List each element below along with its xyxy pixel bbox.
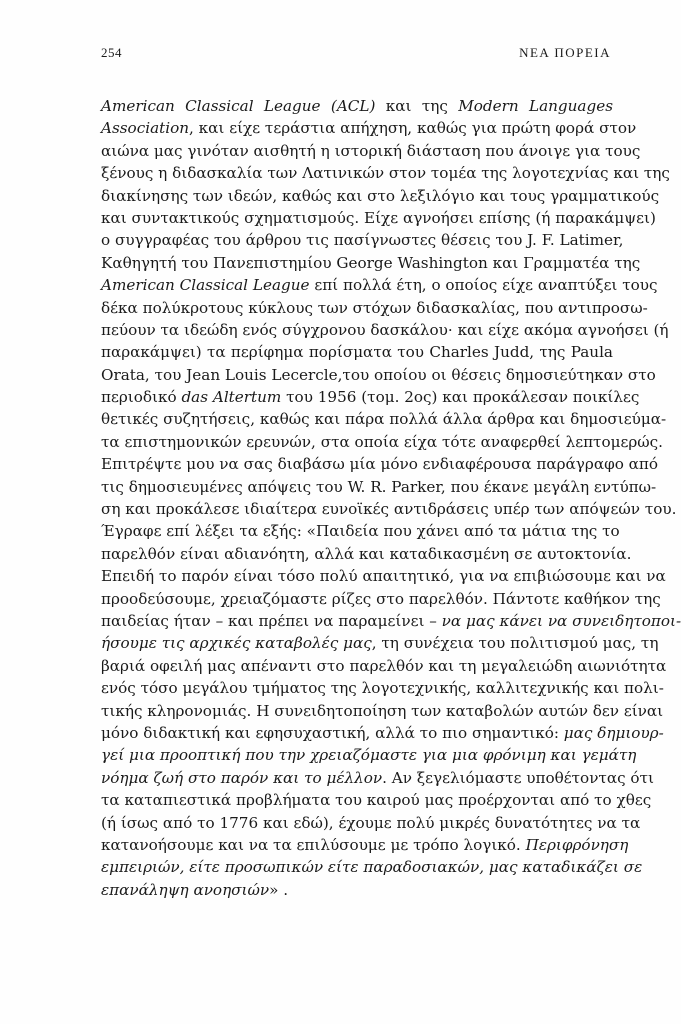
text-segment: διακίνησης των ιδεών, καθώς και στο λεξιλόγιο και τους γραμματικούς — [101, 186, 660, 205]
text-line — [101, 476, 657, 498]
text-line — [101, 162, 670, 184]
text-segment: ο συγγραφέας του άρθρου τις πασίγνωστες θέσεις του J. F. Latimer, — [101, 231, 624, 250]
text-line — [101, 341, 613, 363]
text-line — [101, 588, 661, 610]
italic-text-segment: γεί μια προοπτική που την χρειαζόμαστε για μια φρόνιμη και γεμάτη — [101, 746, 637, 765]
text-segment: (ή ίσως από το 1776 και εδώ), έχουμε πολύ μικρές δυνατότητες να τα — [101, 813, 641, 832]
text-segment: ξένους η διδασκαλία των Λατινικών στον τομέα της λογοτεχνίας και της — [101, 164, 670, 183]
text-line — [101, 498, 677, 520]
text-segment: παρακάμψει) τα περίφημα πορίσματα του Charles Judd, της Paula — [101, 343, 613, 362]
text-segment: και συντακτικούς σχηματισμούς. Είχε αγνοήσει επίσης (ή παρακάμψει) — [101, 208, 656, 227]
text-line — [101, 767, 654, 789]
text-segment: Έγραφε επί λέξει τα εξής: «Παιδεία που χάνει από τα μάτια της το — [101, 522, 620, 541]
italic-text-segment: American Classical League — [101, 276, 310, 295]
italic-text-segment: Association — [101, 119, 190, 138]
text-segment: . Αν ξεγελιόμαστε υποθέτοντας ότι — [382, 768, 654, 787]
text-line — [101, 543, 632, 565]
text-line — [101, 185, 660, 207]
text-line — [101, 610, 681, 632]
text-line — [101, 207, 656, 229]
text-segment: βαριά οφειλή μας απέναντι στο παρελθόν και τη μεγαλειώδη αιωνιότητα — [101, 656, 667, 675]
text-line — [101, 297, 648, 319]
text-line — [101, 677, 664, 699]
text-line — [101, 95, 613, 117]
text-line — [101, 274, 658, 296]
text-segment: τικής κληρονομιάς. Η συνειδητοποίηση των καταβολών αυτών δεν είναι — [101, 701, 664, 720]
italic-text-segment: ήσουμε τις αρχικές καταβολές μας — [101, 634, 372, 653]
text-line — [101, 520, 620, 542]
italic-text-segment: Modern Languages — [458, 97, 613, 115]
text-segment: του 1956 (τομ. 2ος) και προκάλεσαν ποικίλες — [281, 388, 640, 407]
page-number: 254 — [101, 45, 122, 60]
text-segment: Επειδή το παρόν είναι τόσο πολύ απαιτητικό, για να επιβιώσουμε και να — [101, 567, 666, 586]
text-line — [101, 386, 640, 408]
text-line — [101, 856, 643, 878]
text-segment: τα επιστημονικών ερευνών, στα οποία είχα τότε αναφερθεί λεπτομερώς. — [101, 432, 663, 451]
text-line — [101, 834, 629, 856]
text-line — [101, 117, 637, 139]
text-segment: αιώνα μας γινόταν αισθητή η ιστορική διάσταση που άνοιγε για τους — [101, 141, 641, 160]
text-line — [101, 565, 666, 587]
text-line — [101, 655, 667, 677]
text-segment: , και είχε τεράστια απήχηση, καθώς για πρώτη φορά στον — [189, 119, 637, 138]
italic-text-segment: das Altertum — [181, 388, 282, 407]
body-text — [101, 95, 681, 901]
text-line — [101, 431, 663, 453]
text-line — [101, 140, 641, 162]
text-segment: και της — [375, 97, 459, 115]
text-segment: δέκα πολύκροτους κύκλους των στόχων διδασκαλίας, που αντιπροσω- — [101, 298, 648, 317]
text-segment: παιδείας ήταν – και πρέπει να παραμείνει – — [101, 611, 442, 630]
text-line — [101, 453, 659, 475]
text-segment: κατανοήσουμε και να τα επιλύσουμε με τρόπο λογικό. — [101, 835, 526, 854]
text-line — [101, 408, 667, 430]
text-segment: Επιτρέψτε μου να σας διαβάσω μία μόνο ενδιαφέρουσα παράγραφο από — [101, 455, 659, 474]
text-line — [101, 879, 613, 901]
text-line — [101, 789, 652, 811]
text-segment: προοδεύσουμε, χρειαζόμαστε ρίζες στο παρελθόν. Πάντοτε καθήκον της — [101, 589, 661, 608]
text-segment: Καθηγητή του Πανεπιστημίου George Washington και Γραμματέα της — [101, 253, 641, 272]
text-segment: , τη συνέχεια του πολιτισμού μας, τη — [371, 634, 659, 653]
text-segment: θετικές συζητήσεις, καθώς και πάρα πολλά άλλα άρθρα και δημοσιεύμα- — [101, 410, 667, 429]
text-line — [101, 319, 669, 341]
italic-text-segment: μας δημιουρ- — [563, 723, 664, 742]
text-line — [101, 812, 641, 834]
text-segment: τα καταπιεστικά προβλήματα του καιρού μας προέρχονται από το χθες — [101, 791, 652, 810]
italic-text-segment: επανάληψη ανοησιών — [101, 880, 270, 899]
running-head: ΝΕΑ ΠΟΡΕΙΑ — [519, 45, 611, 60]
text-line — [101, 700, 664, 722]
text-segment: ενός τόσο μεγάλου τμήματος της λογοτεχνικής, καλλιτεχνικής και πολι- — [101, 679, 664, 698]
text-segment: περιοδικό — [101, 388, 182, 407]
text-line — [101, 632, 659, 654]
text-segment: ση και προκάλεσε ιδιαίτερα ευνοϊκές αντιδράσεις υπέρ των απόψεών του. — [101, 500, 677, 519]
text-segment: τις δημοσιευμένες απόψεις του W. R. Parker, που έκανε μεγάλη εντύπω- — [101, 477, 657, 496]
text-segment: επί πολλά έτη, ο οποίος είχε αναπτύξει τους — [309, 276, 658, 295]
italic-text-segment: Περιφρόνηση — [525, 835, 629, 854]
italic-text-segment: εμπειριών, είτε προσωπικών είτε παραδοσιακών, μας καταδικάζει σε — [101, 858, 643, 877]
italic-text-segment: American Classical League (ACL) — [101, 97, 376, 115]
text-segment: μόνο διδακτική και εφησυχαστική, αλλά το πιο σημαντικό: — [101, 723, 564, 742]
italic-text-segment: να μας κάνει να συνειδητοποι- — [441, 611, 681, 630]
text-line — [101, 229, 624, 251]
text-line — [101, 364, 656, 386]
text-line — [101, 252, 641, 274]
italic-text-segment: νόημα ζωή στο παρόν και το μέλλον — [101, 768, 383, 787]
text-line — [101, 744, 637, 766]
text-segment: παρελθόν είναι αδιανόητη, αλλά και καταδικασμένη σε αυτοκτονία. — [101, 544, 632, 563]
text-segment: Orata, του Jean Louis Lecercle,του οποίου οι θέσεις δημοσιεύτηκαν στο — [101, 365, 656, 384]
text-line — [101, 722, 664, 744]
text-segment: πεύουν τα ιδεώδη ενός σύγχρονου δασκάλου· και είχε ακόμα αγνοήσει (ή — [101, 320, 669, 339]
text-segment: » . — [269, 880, 289, 899]
